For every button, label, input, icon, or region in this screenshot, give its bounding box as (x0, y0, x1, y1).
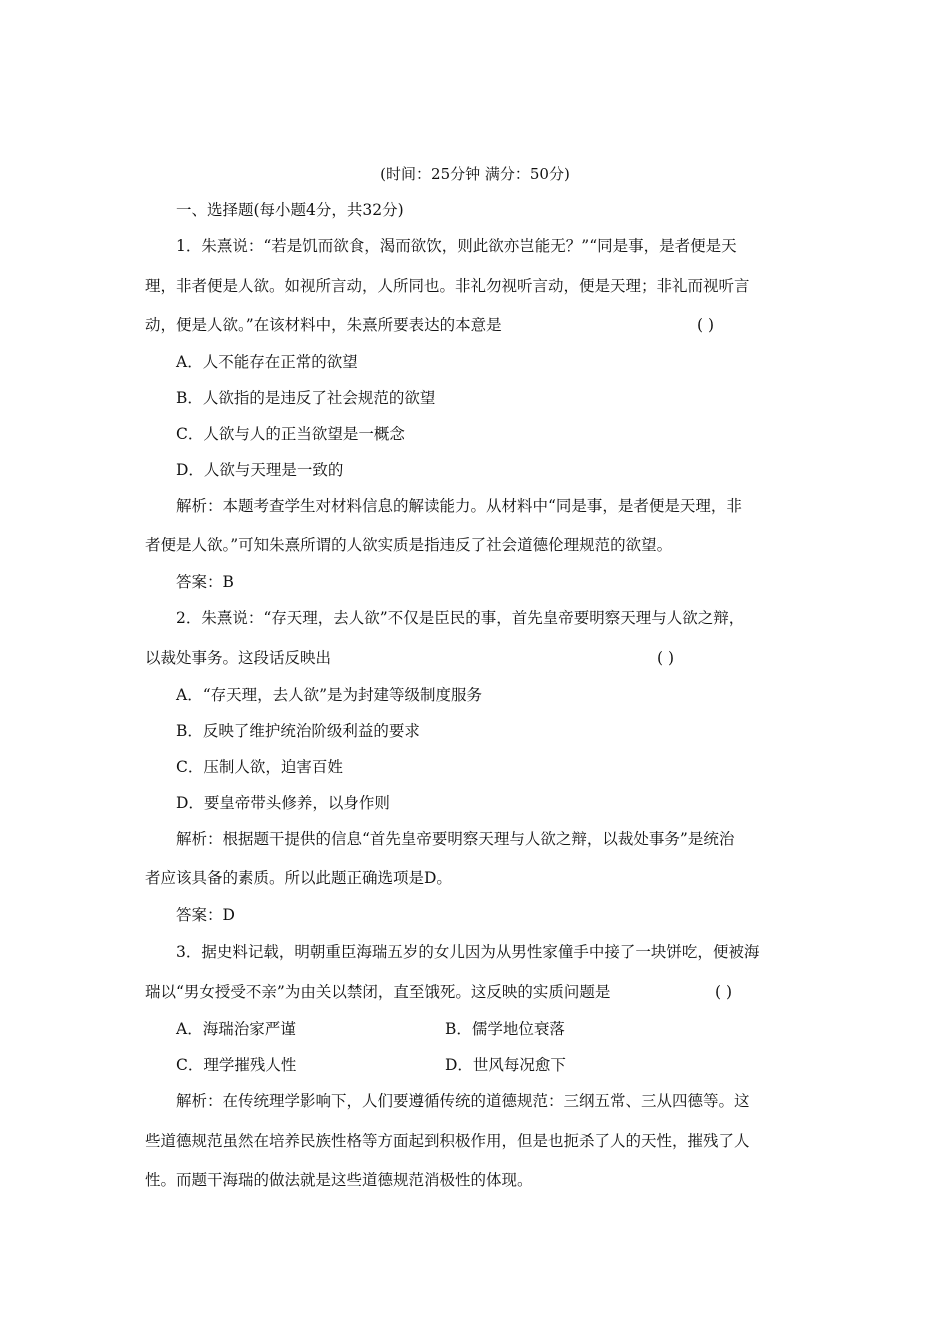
q1-stem-line-2: 理，非者便是人欲。如视所言动，人所同也。非礼勿视听言动，便是天理；非礼而视听言 (145, 277, 750, 295)
q2-stem-line-1: 2．朱熹说：“存天理，去人欲”不仅是臣民的事，首先皇帝要明察天理与人欲之辩， (176, 609, 745, 627)
q2-option-a: A．“存天理，去人欲”是为封建等级制度服务 (176, 686, 483, 704)
q1-analysis-line-2: 者便是人欲。”可知朱熹所谓的人欲实质是指违反了社会道德伦理规范的欲望。 (145, 536, 673, 554)
q2-answer-blank: ( ) (657, 649, 675, 667)
q2-answer: 答案：D (176, 906, 235, 924)
q3-analysis-line-1: 解析：在传统理学影响下，人们要遵循传统的道德规范：三纲五常、三从四德等。这 (176, 1092, 750, 1110)
q3-option-d: D．世风每况愈下 (445, 1056, 566, 1074)
q3-option-c: C．理学摧残人性 (176, 1056, 297, 1074)
time-score-header: (时间：25分钟 满分：50分) (380, 165, 570, 183)
q3-option-a: A．海瑞治家严谨 (176, 1020, 296, 1038)
q1-answer: 答案：B (176, 573, 234, 591)
q3-stem-text: 瑞以“男女授受不亲”为由关以禁闭，直至饿死。这反映的实质问题是 (145, 983, 611, 1001)
q3-analysis-line-2: 些道德规范虽然在培养民族性格等方面起到积极作用，但是也扼杀了人的天性，摧残了人 (145, 1132, 750, 1150)
q1-option-c: C．人欲与人的正当欲望是一概念 (176, 425, 405, 443)
q3-stem-line-1: 3．据史料记载，明朝重臣海瑞五岁的女儿因为从男性家僮手中接了一块饼吃，便被海 (176, 943, 760, 961)
q1-answer-blank: ( ) (697, 316, 715, 334)
q1-stem-line-3 (145, 315, 807, 335)
q3-options-row-2 (176, 1055, 807, 1075)
q1-option-a: A．人不能存在正常的欲望 (176, 353, 358, 371)
q1-stem-text: 动，便是人欲。”在该材料中，朱熹所要表达的本意是 (145, 316, 502, 334)
q1-option-d: D．人欲与天理是一致的 (176, 461, 344, 479)
q1-option-b: B．人欲指的是违反了社会规范的欲望 (176, 389, 436, 407)
q3-answer-blank: ( ) (715, 983, 733, 1001)
q3-analysis-line-3: 性。而题干海瑞的做法就是这些道德规范消极性的体现。 (145, 1171, 533, 1189)
q3-stem-line-2 (145, 982, 807, 1002)
q2-analysis-line-1: 解析：根据题干提供的信息“首先皇帝要明察天理与人欲之辩，以裁处事务”是统治 (176, 830, 735, 848)
q2-stem-text: 以裁处事务。这段话反映出 (145, 649, 332, 667)
q3-option-b: B．儒学地位衰落 (445, 1020, 565, 1038)
section-heading: 一、选择题(每小题4分，共32分) (176, 201, 404, 219)
q1-analysis-line-1: 解析：本题考查学生对材料信息的解读能力。从材料中“同是事，是者便是天理，非 (176, 497, 742, 515)
q2-option-d: D．要皇帝带头修养，以身作则 (176, 794, 390, 812)
q1-stem-line-1: 1．朱熹说：“若是饥而欲食，渴而欲饮，则此欲亦岂能无？”“同是事，是者便是天 (176, 237, 737, 255)
q2-option-c: C．压制人欲，迫害百姓 (176, 758, 343, 776)
q2-option-b: B．反映了维护统治阶级利益的要求 (176, 722, 420, 740)
q2-stem-line-2 (145, 648, 807, 668)
q3-options-row-1 (176, 1019, 807, 1039)
q2-analysis-line-2: 者应该具备的素质。所以此题正确选项是D。 (145, 869, 452, 887)
